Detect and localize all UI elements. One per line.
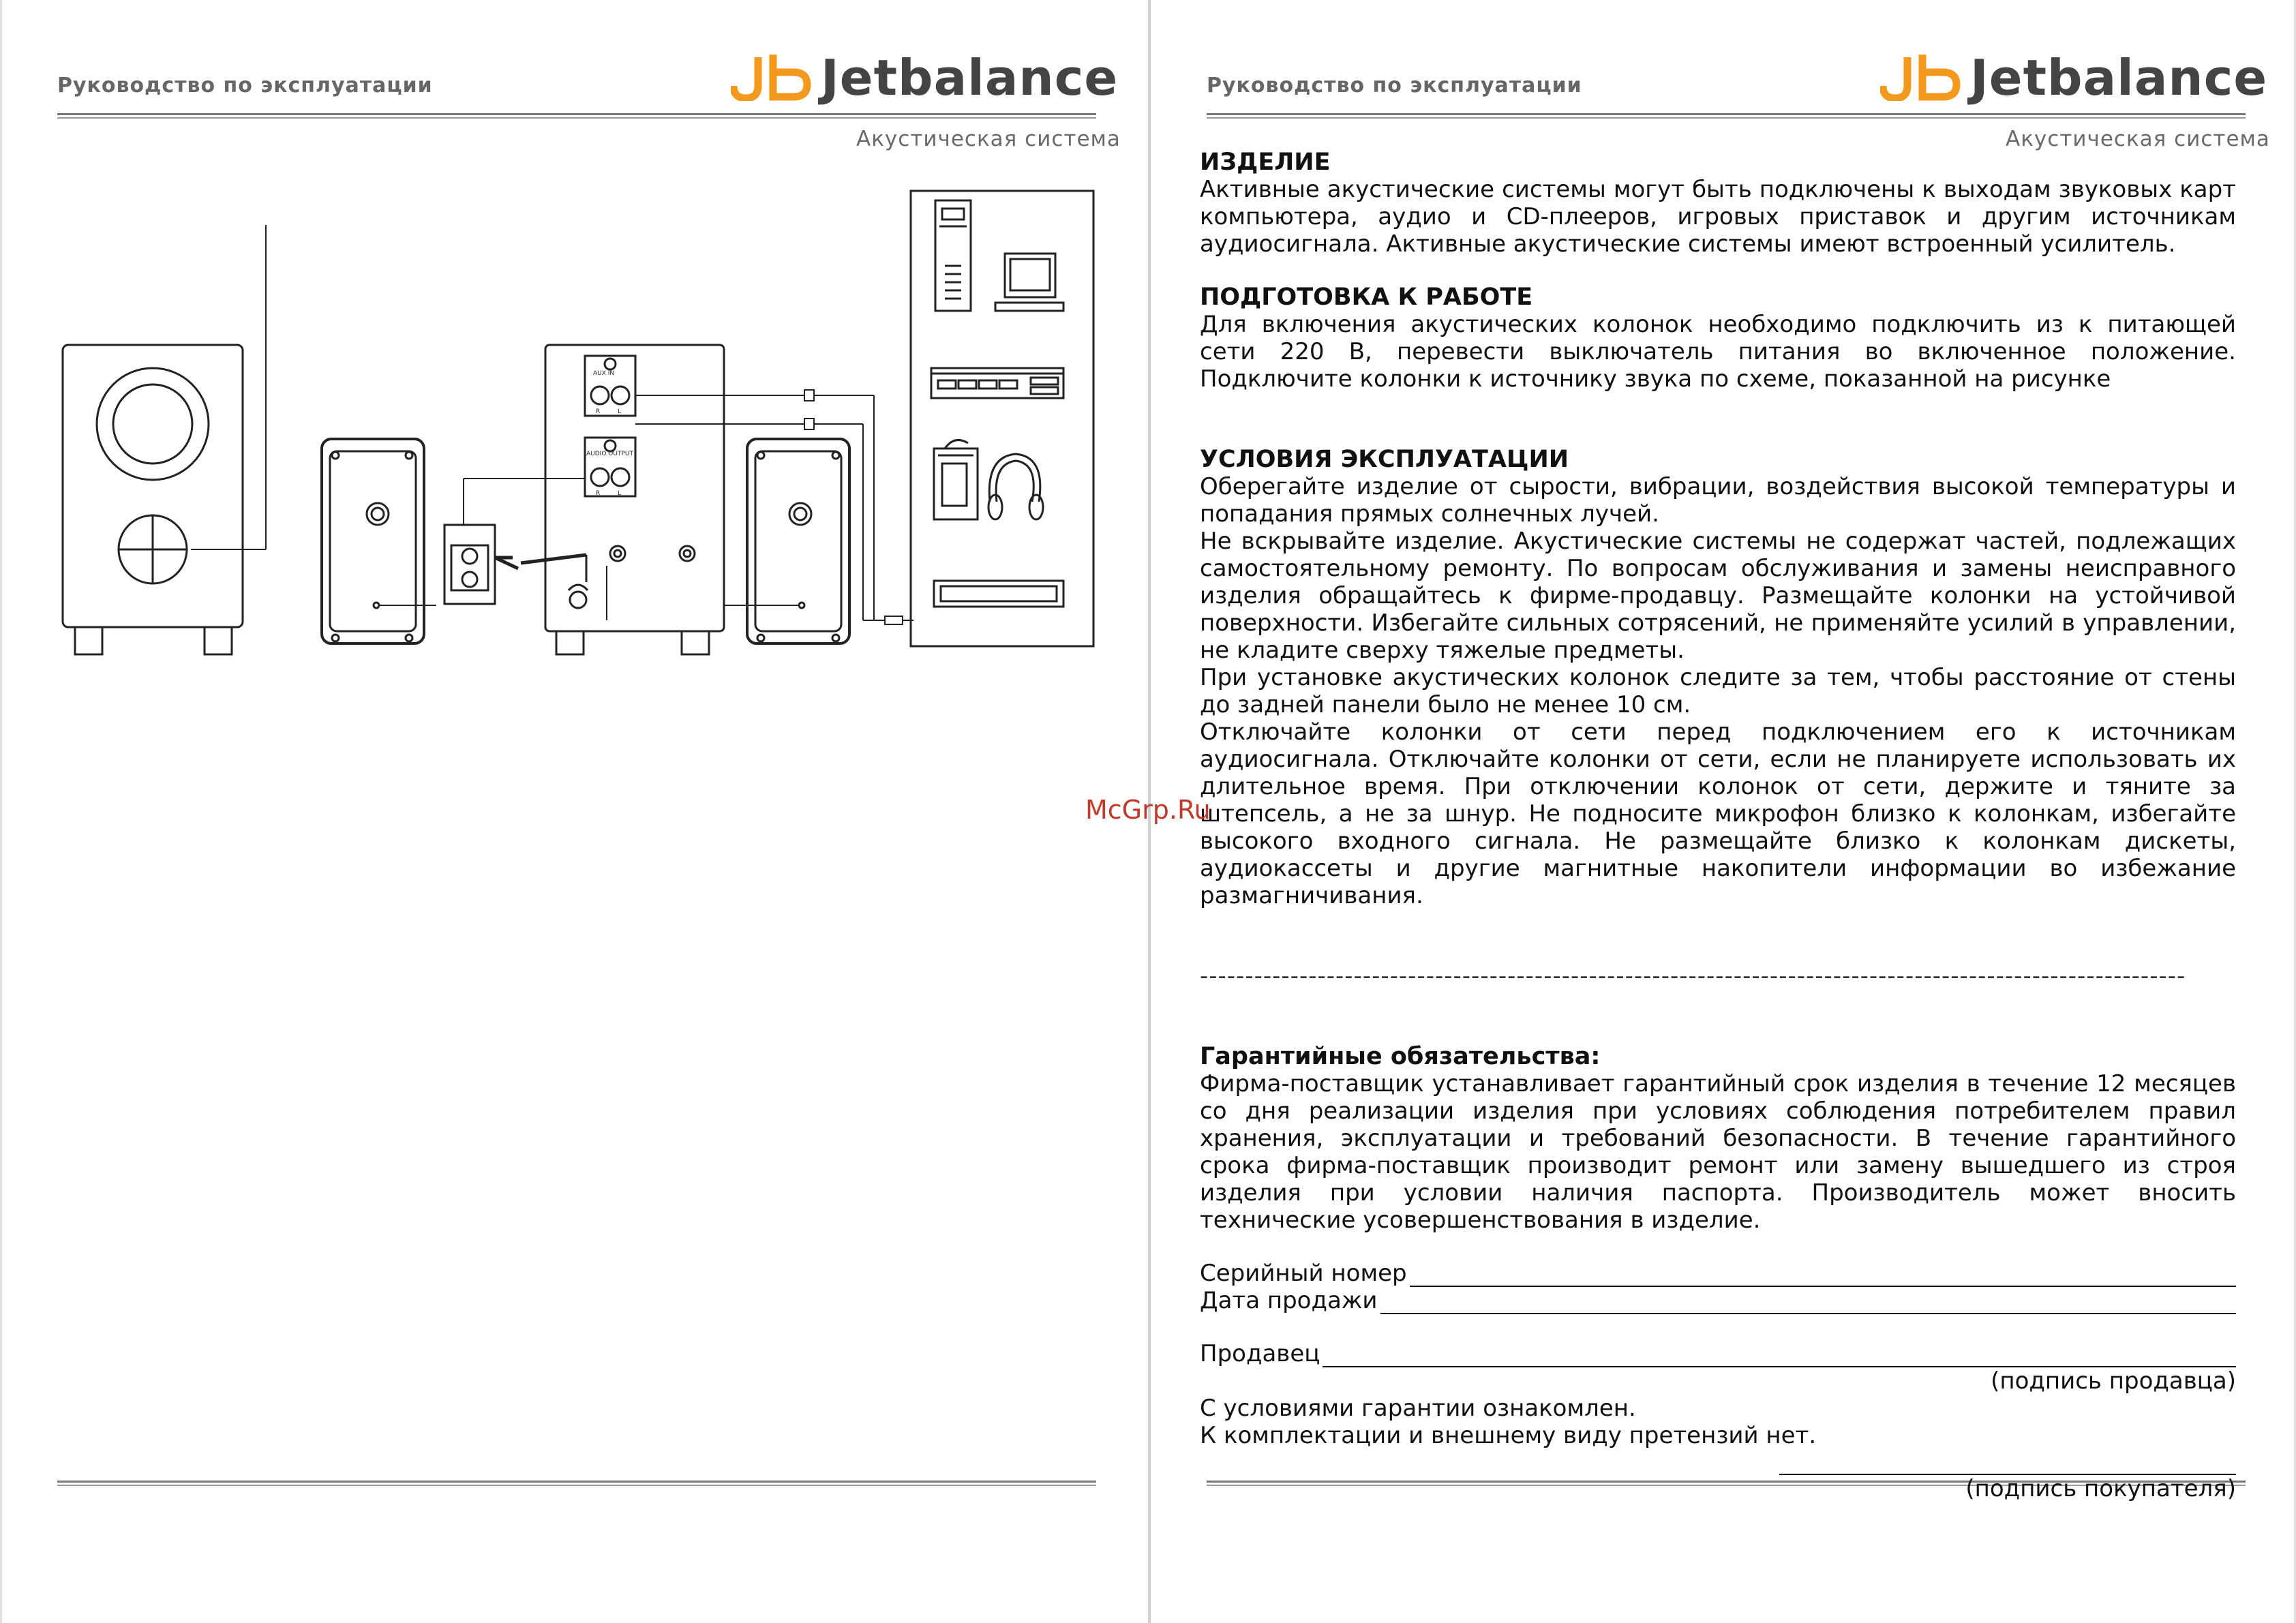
section-title-product: ИЗДЕЛИЕ — [1200, 149, 1331, 176]
warranty-title: Гарантийные обязательства: — [1200, 1043, 1601, 1070]
acknowledgement-2: К комплектации и внешнему виду претензий нет. — [1200, 1422, 1817, 1449]
section-title-prep: ПОДГОТОВКА К РАБОТЕ — [1200, 284, 1533, 311]
header-subtitle: Акустическая система — [856, 127, 1121, 151]
header-rule-thin — [57, 117, 1096, 119]
manual-content — [1200, 149, 2236, 1502]
audio-sources-panel — [911, 191, 1093, 646]
section-text-product: Активные акустические системы могут быть подключены к выходам звуковых карт компьютера, аудио и CD-плееров, игровых приставок и другим источникам аудиосигнала. Активные акустические системы имеют встроенный усилитель. — [1200, 176, 2236, 258]
connection-diagram — [55, 184, 1104, 688]
brand-name: Jetbalance — [821, 49, 1119, 106]
footer-rule-thin — [57, 1485, 1096, 1486]
seller-label: Продавец — [1200, 1340, 1320, 1367]
section-text-prep: Для включения акустических колонок необходимо подключить из к питающей сети 220 В, перевести выключатель питания во включенное положение. Подключите колонки к источнику звука по схеме, показанной на рисунке — [1200, 311, 2236, 393]
aux-in-label: AUX IN — [593, 370, 615, 377]
buyer-signature-line — [1779, 1449, 2236, 1475]
manual-title: Руководство по эксплуатации — [57, 74, 433, 97]
left-satellite-back-icon — [322, 439, 436, 643]
r-label-out: R — [596, 490, 601, 497]
headphones-icon — [988, 454, 1043, 519]
header-rule-thin-right — [1207, 117, 2246, 119]
usage-paragraph-2: Не вскрывайте изделие. Акустические системы не содержат частей, подлежащих самостоятельному ремонту. По вопросам обслуживания и замены неисправного изделия обращайтесь к фирме-продавцу. Размещайте колонки на устойчивой поверхности. Избегайте сильных сотрясений, не применяйте усилий в управлении, не кладите сверху тяжелые предметы. — [1200, 528, 2236, 664]
section-title-usage: УСЛОВИЯ ЭКСПЛУАТАЦИИ — [1200, 446, 1569, 473]
seller-signature-caption: (подпись продавца) — [1991, 1367, 2236, 1395]
usage-paragraph-4: Отключайте колонки от сети перед подключением его к источникам аудиосигнала. Отключайте колонки от сети, если не планируете использовать их длительное время. При отключении колонок от сети, держите и тяните за штепсель, а не за шнур. Не подносите микрофон близко к колонкам, избегайте высокого входного сигнала. Не размещайте близко к колонкам дискеты, аудиокассеты и другие магнитные накопители информации во избежание размагничивания. — [1200, 718, 2236, 909]
buyer-signature-caption: (подпись покупателя) — [1965, 1475, 2236, 1502]
l-label-out: L — [618, 490, 622, 497]
jb-logo-icon — [1880, 53, 1961, 101]
serial-number-label: Серийный номер — [1200, 1260, 1407, 1287]
l-label: L — [618, 408, 622, 415]
warranty-text: Фирма-поставщик устанавливает гарантийный срок изделия в течение 12 месяцев со дня реализации изделия при условиях соблюдения потребителем правил хранения, эксплуатации и требований безопасности. В течение гарантийного срока фирма-поставщик производит ремонт или замену вышедшего из строя изделия при условии наличия паспорта. Производитель может вносить технические усовершенствования в изделие. — [1200, 1070, 2236, 1234]
header-rule — [57, 113, 1096, 115]
usage-paragraph-3: При установке акустических колонок следите за тем, чтобы расстояние от стены до задней панели было не менее 10 см. — [1200, 664, 2236, 718]
dvd-drive-icon — [934, 581, 1063, 607]
header-rule-right — [1207, 113, 2246, 115]
acknowledgement-1: С условиями гарантии ознакомлен. — [1200, 1395, 1636, 1422]
serial-number-field — [1200, 1260, 2236, 1287]
brand-name-right: Jetbalance — [1970, 49, 2268, 106]
audio-output-label: AUDIO OUTPUT — [586, 451, 633, 457]
watermark: McGrp.Ru — [1085, 795, 1211, 825]
footer-rule — [57, 1481, 1096, 1483]
manual-title-right: Руководство по эксплуатации — [1207, 74, 1582, 97]
r-label: R — [596, 408, 601, 415]
cut-line-separator: ------------------------------------------------------------------------------------------------------------- — [1200, 962, 2186, 990]
cd-player-icon — [931, 368, 1063, 398]
right-satellite-back-icon — [724, 439, 849, 643]
jb-logo-icon — [731, 53, 811, 101]
power-socket-icon — [444, 525, 586, 604]
computer-icon — [935, 200, 1063, 311]
subwoofer-back-panel-icon — [464, 345, 724, 654]
audio-cable — [635, 390, 913, 624]
sale-date-field — [1200, 1287, 2236, 1314]
usage-paragraph-1: Оберегайте изделие от сырости, вибрации, воздействия высокой температуры и попадания прямых солнечных лучей. — [1200, 473, 2236, 528]
walkman-icon — [934, 440, 978, 520]
subwoofer-front-icon — [63, 225, 266, 654]
sale-date-label: Дата продажи — [1200, 1287, 1378, 1314]
seller-field — [1200, 1340, 2236, 1367]
header-subtitle-right: Акустическая система — [2006, 127, 2270, 151]
